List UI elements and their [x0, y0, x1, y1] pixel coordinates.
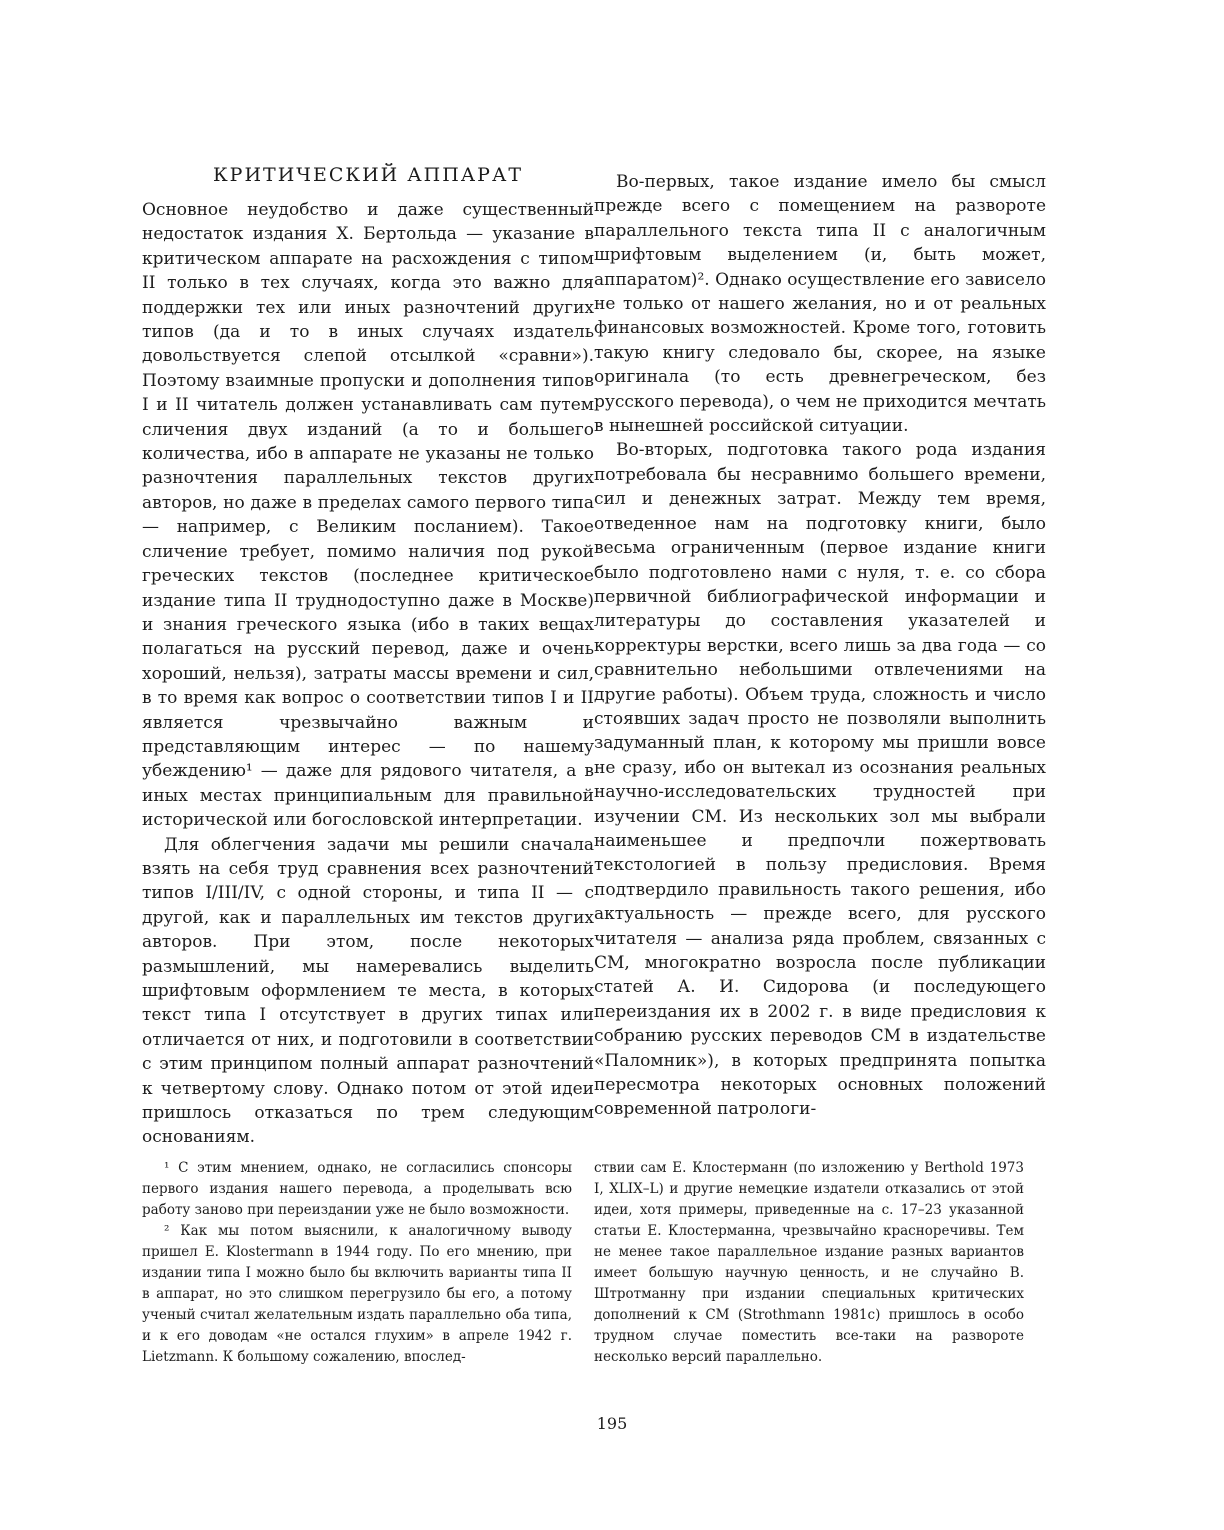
section-heading: КРИТИЧЕСКИЙ АППАРАТ	[212, 164, 524, 186]
paragraph-right-2: Во-вторых, подготовка такого рода издания потребовала бы несравнимо большего времени, сил и денежных затрат. Между тем время, отведенное нам на подготовку книги, было весьма ограниченным (первое издание книги было подготовлено нами с нуля, т. е. со сбора первичной библиографической информации и литературы до составления указателей и корректуры верстки, всего лишь за два года — со сравнительно небольшими отвлечениями на другие работы). Объем труда, сложность и число стоявших задач просто не позволяли выполнить задуманный план, к которому мы пришли вовсе не сразу, ибо он вытекал из осознания реальных научно-исследовательских трудностей при изучении СМ. Из нескольких зол мы выбрали наименьшее и предпочли пожертвовать текстологией в пользу предисловия. Время подтвердило правильность такого решения, ибо актуальность — прежде всего, для русского читателя — анализа ряда проблем, связанных с СМ, многократно возросла после публикации статей А. И. Сидорова (и последующего переиздания их в 2002 г. в виде предисловия к собранию русских переводов СМ в издательстве «Паломник»), в которых предпринята попытка пересмотра некоторых основных положений современной патрологи-	[594, 440, 1046, 1120]
left-body	[142, 198, 594, 1150]
footnotes-left	[142, 1158, 572, 1368]
left-column	[142, 162, 594, 1150]
footnote-1: ¹ С этим мнением, однако, не согласились спонсоры первого издания нашего перевода, а проделывать всю работу заново при переиздании уже не было возможности.	[142, 1160, 572, 1218]
page-number: 195	[596, 1414, 628, 1433]
footnote-2-continued: ствии сам Е. Клостерманн (по изложению у Berthold 1973 I, XLIX–L) и другие немецкие издатели отказались от этой идеи, хотя примеры, приведенные на с. 17–23 указанной статьи Е. Клостерманна, чрезвычайно красноречивы. Тем не менее такое параллельное издание разных вариантов имеет большую научную ценность, и не случайно В. Штротманну при издании специальных критических дополнений к СМ (Strothmann 1981c) пришлось в особо трудном случае поместить все-таки на развороте несколько версий параллельно.	[594, 1160, 1024, 1365]
footnotes-right	[594, 1158, 1024, 1368]
right-column	[594, 162, 1046, 1122]
paragraph-right-1: Во-первых, такое издание имело бы смысл прежде всего с помещением на развороте параллельного текста типа II с аналогичным шрифтовым выделением (и, быть может, аппаратом)². Однако осуществление его зависело не только от нашего желания, но и от реальных финансовых возможностей. Кроме того, готовить такую книгу следовало бы, скорее, на языке оригинала (то есть древнегреческом, без русского перевода), о чем не приходится мечтать в нынешней российской ситуации.	[594, 172, 1046, 437]
paragraph-left-2: Для облегчения задачи мы решили сначала взять на себя труд сравнения всех разночтений типов I/III/IV, с одной стороны, и типа II — с другой, как и параллельных им текстов других авторов. При этом, после некоторых размышлений, мы намеревались выделить шрифтовым оформлением те места, в которых текст типа I отсутствует в других типах или отличается от них, и подготовили в соответствии с этим принципом полный аппарат разночтений к четвертому слову. Однако потом от этой идеи пришлось отказаться по трем следующим основаниям.	[142, 834, 594, 1148]
paragraph-left-1: Основное неудобство и даже существенный недостаток издания Х. Бертольда — указание в критическом аппарате на расхождения с типом II только в тех случаях, когда это важно для поддержки тех или иных разночтений других типов (да и то в иных случаях издатель довольствуется слепой отсылкой «сравни»). Поэтому взаимные пропуски и дополнения типов I и II читатель должен устанавливать сам путем сличения двух изданий (а то и большего количества, ибо в аппарате не указаны не только разночтения параллельных текстов других авторов, но даже в пределах самого первого типа — например, с Великим посланием). Такое сличение требует, помимо наличия под рукой греческих текстов (последнее критическое издание типа II труднодоступно даже в Москве) и знания греческого языка (ибо в таких вещах полагаться на русский перевод, даже и очень хороший, нельзя), затраты массы времени и сил, в то время как вопрос о соответствии типов I и II является чрезвычайно важным и представляющим интерес — по нашему убеждению¹ — даже для рядового читателя, а в иных местах принципиальным для правильной исторической или богословской интерпретации.	[142, 200, 594, 831]
footnote-2: ² Как мы потом выяснили, к аналогичному выводу пришел E. Klostermann в 1944 году. По его мнению, при издании типа I можно было бы включить варианты типа II в аппарат, но это слишком перегрузило бы его, а потому ученый считал желательным издать параллельно оба типа, и к его доводам «не остался глухим» в апреле 1942 г. Lietzmann. К большому сожалению, впослед-	[142, 1223, 572, 1365]
right-body	[594, 170, 1046, 1122]
